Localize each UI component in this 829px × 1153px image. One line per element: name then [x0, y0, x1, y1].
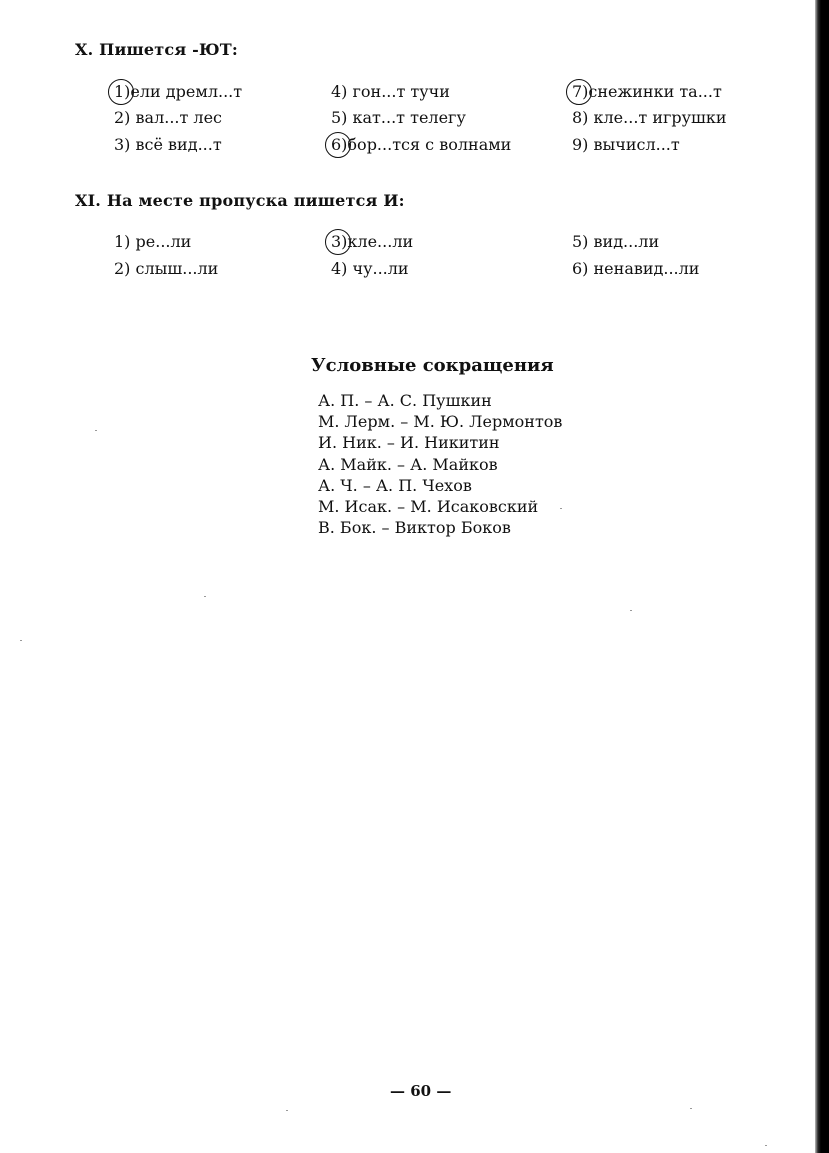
- list-item: [572, 82, 722, 102]
- list-item: [114, 82, 242, 102]
- page-number: — 60 —: [390, 1082, 452, 1100]
- abbreviation-item: А. Майк. – А. Майков: [318, 454, 498, 474]
- item-number: 1): [114, 82, 131, 101]
- scan-binding-edge: [815, 0, 829, 1153]
- list-item: [331, 82, 450, 102]
- item-number: 9): [572, 135, 589, 154]
- item-text: слыш...ли: [135, 259, 219, 278]
- item-number: 6): [331, 135, 348, 154]
- list-item: [114, 135, 222, 155]
- item-number: 1): [114, 232, 131, 251]
- list-item: [114, 108, 222, 128]
- list-item: [331, 232, 413, 252]
- scan-speck: [20, 640, 22, 641]
- item-text: ненавид...ли: [593, 259, 700, 278]
- item-text: кле...ли: [347, 232, 414, 251]
- item-text: вид...ли: [593, 232, 660, 251]
- scan-speck: [690, 1108, 692, 1109]
- list-item: [114, 259, 218, 279]
- list-item: [572, 232, 659, 252]
- item-number: 5): [331, 108, 348, 127]
- abbreviation-item: М. Лерм. – М. Ю. Лермонтов: [318, 412, 563, 432]
- item-text: кат...т телегу: [352, 108, 466, 127]
- item-text: гон...т тучи: [352, 82, 450, 101]
- abbreviations-list: [318, 390, 562, 538]
- scan-speck: [765, 1145, 767, 1146]
- item-text: снежинки та...т: [588, 82, 722, 101]
- list-item: [572, 135, 680, 155]
- abbreviation-item: И. Ник. – И. Никитин: [318, 433, 500, 453]
- abbreviation-item: В. Бок. – Виктор Боков: [318, 518, 511, 538]
- item-number: 4): [331, 259, 348, 278]
- scan-speck: [286, 1110, 288, 1111]
- list-item: [331, 135, 511, 155]
- scan-speck: [95, 430, 97, 431]
- item-text: бор...тся с волнами: [347, 135, 512, 154]
- item-number: 2): [114, 259, 131, 278]
- item-text: ели дремл...т: [130, 82, 243, 101]
- item-number: 7): [572, 82, 589, 101]
- list-item: [331, 259, 409, 279]
- item-number: 6): [572, 259, 589, 278]
- list-item: [572, 108, 727, 128]
- item-text: кле...т игрушки: [593, 108, 727, 127]
- abbreviations-title: Условные сокращения: [311, 355, 554, 376]
- item-number: 8): [572, 108, 589, 127]
- scan-speck: [204, 596, 206, 597]
- list-item: [572, 259, 699, 279]
- item-number: 4): [331, 82, 348, 101]
- abbreviation-item: М. Исак. – М. Исаковский: [318, 497, 539, 517]
- scan-speck: [560, 508, 562, 509]
- scan-speck: [630, 610, 632, 611]
- section-xi-title: XI. На месте пропуска пишется И:: [75, 191, 405, 210]
- section-x-title: X. Пишется -ЮТ:: [75, 40, 238, 59]
- item-number: 3): [114, 135, 131, 154]
- item-text: ре...ли: [135, 232, 192, 251]
- item-number: 5): [572, 232, 589, 251]
- list-item: [331, 108, 466, 128]
- item-text: чу...ли: [352, 259, 409, 278]
- item-text: вал...т лес: [135, 108, 223, 127]
- abbreviation-item: А. Ч. – А. П. Чехов: [318, 475, 472, 495]
- list-item: [114, 232, 191, 252]
- item-text: всё вид...т: [135, 135, 222, 154]
- item-number: 2): [114, 108, 131, 127]
- item-number: 3): [331, 232, 348, 251]
- item-text: вычисл...т: [593, 135, 680, 154]
- abbreviation-item: А. П. – А. С. Пушкин: [318, 391, 492, 410]
